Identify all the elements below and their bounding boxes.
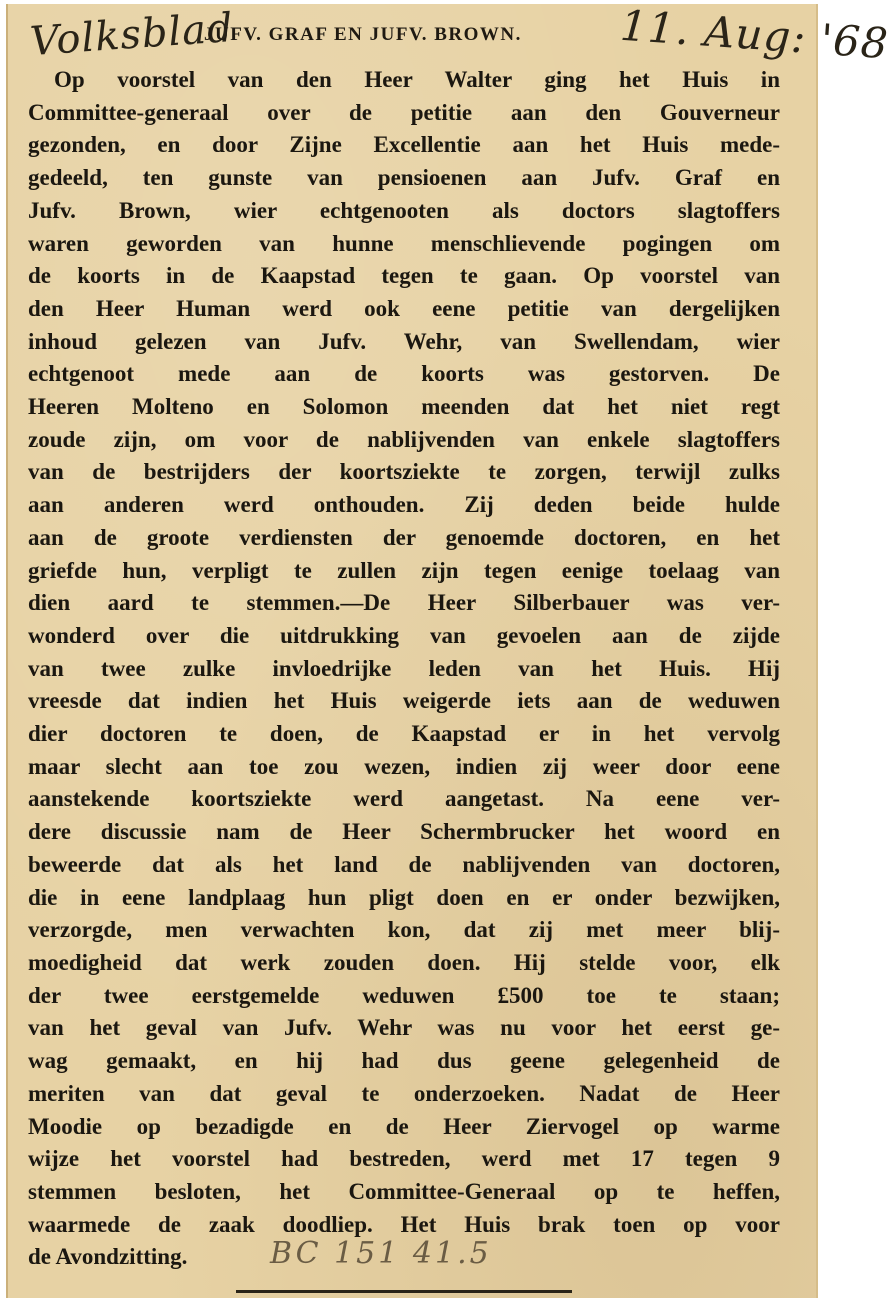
article-line: de Avondzitting. <box>28 1244 188 1270</box>
article-line: inhoud gelezen van Jufv. Wehr, van Swellendam, wier <box>28 328 780 354</box>
article-line: van twee zulke invloedrijke leden van het Huis. Hij <box>28 655 780 681</box>
article-line: echtgenoot mede aan de koorts was gestorven. De <box>28 361 780 387</box>
newspaper-clipping <box>6 0 890 1298</box>
article-line: van de bestrijders der koortsziekte te zorgen, terwijl zulks <box>28 459 780 485</box>
article-line: Committee-generaal over de petitie aan den Gouverneur <box>28 99 780 125</box>
article-line: dere discussie nam de Heer Schermbrucker het woord en <box>28 819 780 845</box>
article-line: vreesde dat indien het Huis weigerde iets aan de weduwen <box>28 688 780 714</box>
closing-rule <box>236 1290 572 1293</box>
article-line: wonderd over die uitdrukking van gevoelen aan de zijde <box>28 622 780 648</box>
article-line: wijze het voorstel had bestreden, werd met 17 tegen 9 <box>28 1146 780 1172</box>
handwritten-date-note: 11. Aug: '68 <box>618 0 890 69</box>
article-line: dier doctoren te doen, de Kaapstad er in het vervolg <box>28 721 780 747</box>
article-line: die in eene landplaag hun pligt doen en er onder bezwijken, <box>28 884 780 910</box>
article-line: beweerde dat als het land de nablijvenden van doctoren, <box>28 851 780 877</box>
article-line: van het geval van Jufv. Wehr was nu voor het eerst ge- <box>28 1015 780 1041</box>
handwritten-reference-note: BC 151 41.5 <box>270 1236 492 1271</box>
article-line: meriten van dat geval te onderzoeken. Nadat de Heer <box>28 1080 780 1106</box>
article-line: aan anderen werd onthouden. Zij deden beide hulde <box>28 492 780 518</box>
article-line: gezonden, en door Zijne Excellentie aan het Huis mede- <box>28 132 780 158</box>
article-line: zoude zijn, om voor de nablijvenden van enkele slagtoffers <box>28 426 780 452</box>
article-line: waren geworden van hunne menschlievende pogingen om <box>28 230 780 256</box>
article-line: wag gemaakt, en hij had dus geene gelegenheid de <box>28 1048 780 1074</box>
handwritten-source-note: Volksblad <box>28 4 236 66</box>
article-line: der twee eerstgemelde weduwen £500 toe te staan; <box>28 982 780 1008</box>
article-line: Heeren Molteno en Solomon meenden dat het niet regt <box>28 394 780 420</box>
article-headline: JUFV. GRAF EN JUFV. BROWN. <box>204 24 522 45</box>
article-line: Jufv. Brown, wier echtgenooten als doctors slagtoffers <box>28 197 780 223</box>
article-line: den Heer Human werd ook eene petitie van dergelijken <box>28 295 780 321</box>
article-line: griefde hun, verpligt te zullen zijn tegen eenige toelaag van <box>28 557 780 583</box>
article-line: Op voorstel van den Heer Walter ging het Huis in <box>54 67 780 92</box>
article-line: Moodie op bezadigde en de Heer Ziervogel op warme <box>28 1113 780 1139</box>
article-line: maar slecht aan toe zou wezen, indien zij weer door eene <box>28 753 780 779</box>
article-body <box>28 64 780 1274</box>
article-line: stemmen besloten, het Committee-Generaal op te heffen, <box>28 1178 780 1204</box>
article-line: moedigheid dat werk zouden doen. Hij stelde voor, elk <box>28 949 780 975</box>
article-line: de koorts in de Kaapstad tegen te gaan. Op voorstel van <box>28 263 780 289</box>
article-line: waarmede de zaak doodliep. Het Huis brak toen op voor <box>28 1211 780 1237</box>
article-line: verzorgde, men verwachten kon, dat zij met meer blij- <box>28 917 780 943</box>
article-line: gedeeld, ten gunste van pensioenen aan Jufv. Graf en <box>28 165 780 191</box>
article-line: aanstekende koortsziekte werd aangetast. Na eene ver- <box>28 786 780 812</box>
article-line: aan de groote verdiensten der genoemde doctoren, en het <box>28 524 780 550</box>
article-line: dien aard te stemmen.—De Heer Silberbauer was ver- <box>28 590 780 616</box>
